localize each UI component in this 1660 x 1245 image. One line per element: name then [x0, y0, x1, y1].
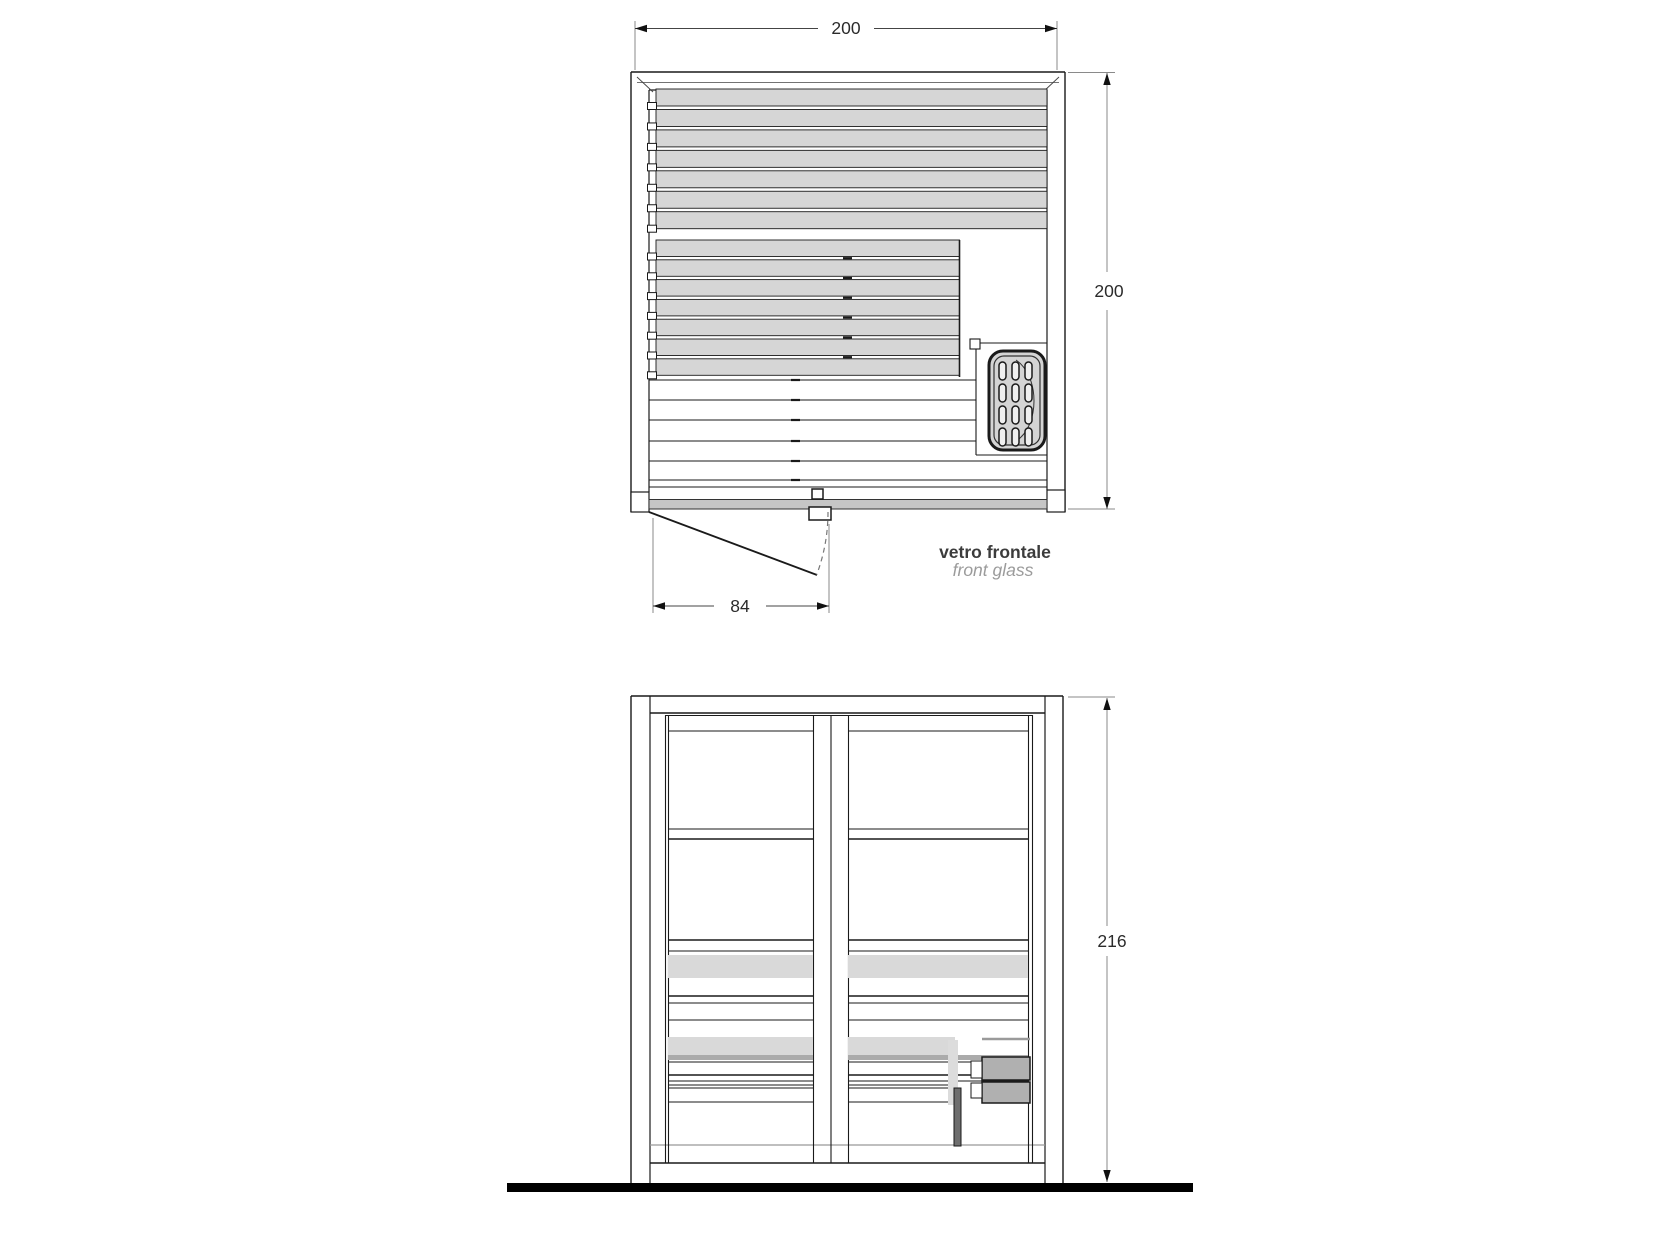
caption-italian: vetro frontale: [939, 542, 1051, 562]
dim-plan-width-value: 200: [831, 18, 861, 38]
front-glass-caption: [939, 542, 1051, 580]
heater-vent-slot: [1012, 362, 1019, 380]
backrest-band: [848, 955, 1028, 978]
heater-vent-slot: [1012, 384, 1019, 402]
front-door-panel: [668, 731, 813, 1102]
slat-bracket: [648, 293, 657, 300]
heater-enclosure-tab: [970, 339, 980, 349]
heater-front-tab: [971, 1061, 982, 1078]
slat-bracket: [648, 273, 657, 280]
heater-front-box: [982, 1057, 1030, 1080]
plan-front-glass-wall: [649, 489, 1047, 520]
slat-bracket: [648, 225, 657, 232]
heater-vent-slot: [999, 406, 1006, 424]
mid-bench-slat: [656, 299, 960, 316]
dimension-arrow: [1103, 73, 1110, 85]
front-fixed-panel: [848, 731, 1028, 1102]
dimension-arrow: [1103, 1170, 1110, 1182]
heater-vent-slot: [1025, 428, 1032, 446]
slat-bracket: [648, 332, 657, 339]
heater-vent-slot: [999, 384, 1006, 402]
dim-door-width-value: 84: [730, 596, 750, 616]
slat-bracket: [648, 184, 657, 191]
plan-view: [631, 72, 1065, 575]
dimension-arrow: [635, 25, 647, 32]
dim-height-value: 216: [1097, 931, 1127, 951]
mid-bench-slat: [656, 319, 960, 336]
slat-bracket: [648, 253, 657, 260]
dimension-arrow: [1103, 698, 1110, 710]
plan-corner-bevel-left: [637, 77, 653, 92]
heater-vent-slot: [999, 362, 1006, 380]
bench-band: [848, 1037, 955, 1055]
slat-bracket: [648, 312, 657, 319]
ground-line: [507, 1183, 1193, 1192]
slat-bracket: [648, 123, 657, 130]
dimension-arrow: [1103, 497, 1110, 509]
bench-leg: [954, 1088, 961, 1146]
front-glass-band: [649, 500, 1047, 510]
dimension-plan-width: [635, 18, 1057, 70]
plan-floor-planks: [649, 380, 1047, 487]
heater-front-tab: [971, 1083, 982, 1098]
mid-bench-slat: [656, 280, 960, 297]
bench-band: [668, 1037, 813, 1055]
dimension-door-width: [653, 518, 829, 616]
slat-bracket: [648, 143, 657, 150]
slat-bracket: [648, 164, 657, 171]
caption-english: front glass: [952, 560, 1034, 580]
door-leaf: [649, 512, 817, 575]
dimension-arrow: [1045, 25, 1057, 32]
door-handle-inner: [812, 489, 823, 499]
backrest-band: [668, 955, 813, 978]
plan-mid-bench-slats: [648, 240, 960, 379]
plan-front-corner-right: [1047, 490, 1065, 512]
front-heater: [971, 1039, 1030, 1103]
back-bench-slat: [656, 109, 1047, 126]
slat-bracket: [648, 372, 657, 379]
mid-bench-slat: [656, 339, 960, 356]
back-bench-slat: [656, 191, 1047, 208]
door-swing-arc: [817, 512, 828, 575]
dim-plan-depth-value: 200: [1094, 281, 1124, 301]
ground-line-bar: [507, 1183, 1193, 1192]
slat-bracket: [648, 205, 657, 212]
heater-vent-slot: [1025, 384, 1032, 402]
front-view: [507, 696, 1193, 1192]
dimension-height: [1068, 697, 1127, 1182]
dimension-arrow: [653, 602, 665, 609]
dimension-plan-depth: [1068, 73, 1124, 510]
bench-shadow-strip: [668, 1055, 813, 1060]
plan-back-bench-slats: [648, 89, 1048, 232]
back-bench-slat: [656, 150, 1047, 167]
mid-bench-slat: [656, 260, 960, 277]
slat-bracket: [648, 352, 657, 359]
plan-front-corner-left: [631, 492, 649, 512]
heater-vent-slot: [999, 428, 1006, 446]
back-bench-slat: [656, 130, 1047, 147]
heater-vent-slot: [1025, 406, 1032, 424]
mid-bench-slat: [656, 359, 960, 376]
heater-vent-slot: [1025, 362, 1032, 380]
mid-bench-slat: [656, 240, 960, 257]
heater-vent-slot: [1012, 406, 1019, 424]
dimension-arrow: [817, 602, 829, 609]
plan-heater: [970, 339, 1047, 455]
heater-vent-slot: [1012, 428, 1019, 446]
heater-front-box: [982, 1082, 1030, 1103]
back-bench-slat: [656, 171, 1047, 188]
slat-bracket: [648, 103, 657, 110]
back-bench-slat: [656, 89, 1047, 106]
back-bench-slat: [656, 212, 1047, 229]
plan-door-swing: [649, 512, 828, 575]
